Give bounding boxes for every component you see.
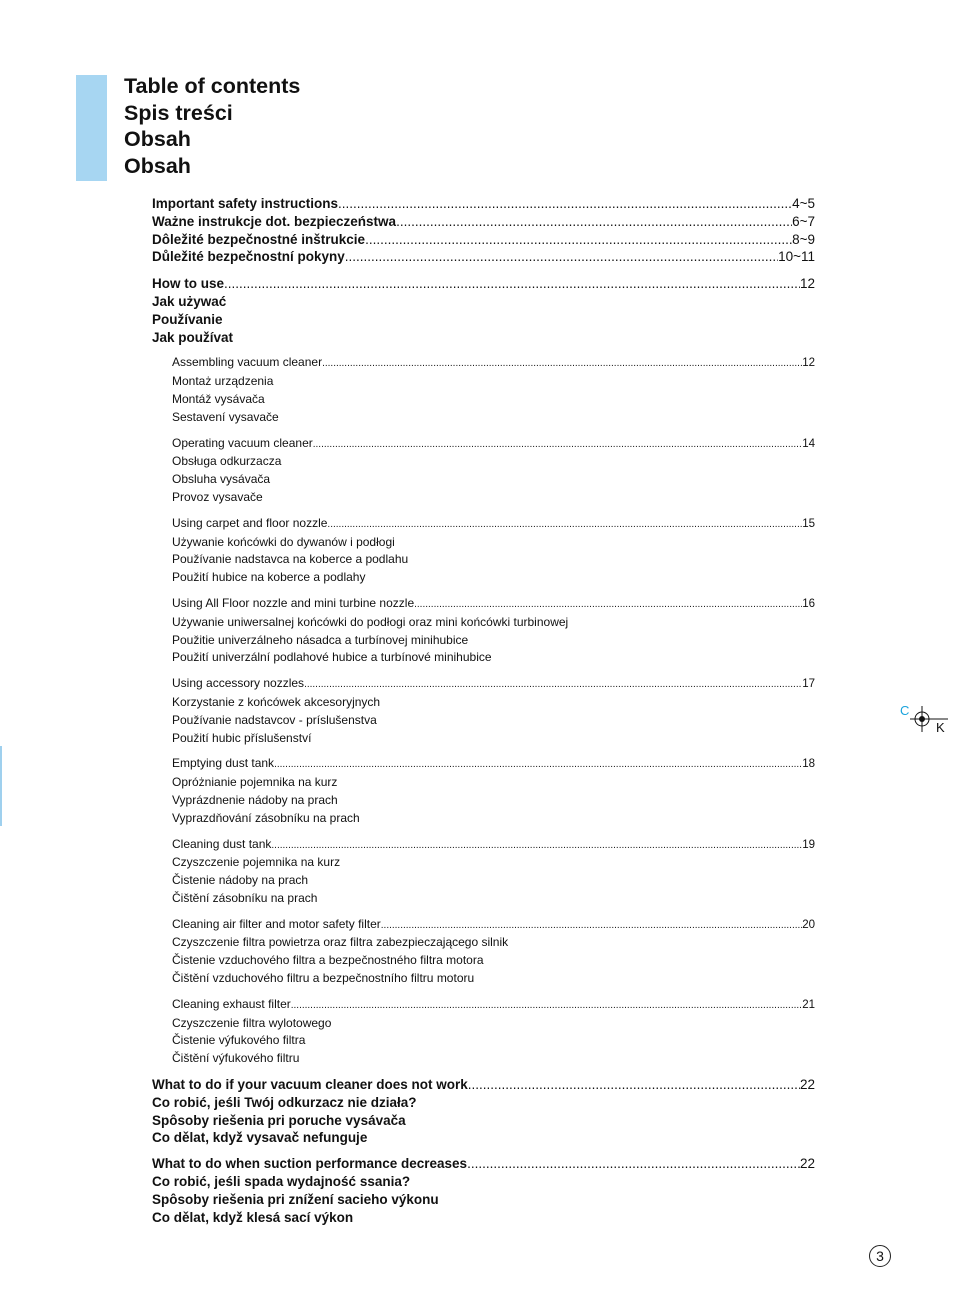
trouble-not-work-section bbox=[152, 1076, 815, 1147]
toc-translation: Jak používat bbox=[152, 329, 234, 345]
page-title bbox=[124, 73, 300, 179]
dot-leader bbox=[396, 213, 792, 231]
dot-leader bbox=[274, 756, 802, 774]
toc-translation: Používanie nadstavca na koberce a podlahu bbox=[172, 552, 409, 567]
toc-translation: Čistenie vzduchového filtra a bezpečnostného filtra motora bbox=[172, 953, 484, 968]
title-sk: Obsah bbox=[124, 127, 191, 151]
toc-page: 4~5 bbox=[792, 196, 815, 211]
dot-leader bbox=[365, 231, 792, 249]
registration-label-c: C bbox=[900, 703, 910, 718]
toc-page: 12 bbox=[799, 276, 815, 292]
subsection-cleaning-air-filter bbox=[172, 916, 815, 988]
toc-label: What to do if your vacuum cleaner does not work bbox=[152, 1077, 468, 1093]
toc-translation: Obsluha vysávača bbox=[172, 472, 271, 487]
toc-page: 14 bbox=[802, 437, 815, 450]
toc-translation: Použití hubice na koberce a podlahy bbox=[172, 570, 366, 585]
toc-label: Using All Floor nozzle and mini turbine nozzle bbox=[172, 595, 415, 610]
toc-translation: Co dělat, když vysavač nefunguje bbox=[152, 1130, 368, 1146]
toc-page: 21 bbox=[802, 998, 815, 1011]
subsection-operating bbox=[172, 435, 815, 507]
toc-page: 10~11 bbox=[778, 249, 815, 265]
subsection-cleaning-dust-tank bbox=[172, 836, 815, 908]
toc-label: Ważne instrukcje dot. bezpieczeństwa bbox=[152, 213, 397, 229]
toc-entry-operating[interactable] bbox=[172, 435, 815, 454]
toc-translation: Použitie univerzálneho násadca a turbínovej minihubice bbox=[172, 632, 469, 647]
table-of-contents bbox=[152, 195, 815, 1234]
dot-leader bbox=[304, 676, 802, 694]
toc-page: 12 bbox=[802, 357, 815, 370]
toc-entry-emptying-dust-tank[interactable] bbox=[172, 755, 815, 774]
toc-label: Emptying dust tank bbox=[172, 756, 275, 771]
toc-label: Cleaning exhaust filter bbox=[172, 996, 291, 1011]
title-pl: Spis treści bbox=[124, 100, 233, 125]
dot-leader bbox=[381, 917, 802, 935]
toc-entry-cleaning-dust-tank[interactable] bbox=[172, 836, 815, 855]
toc-translation: Čistenie výfukového filtra bbox=[172, 1033, 306, 1048]
toc-translation: Použití univerzální podlahové hubice a turbínové minihubice bbox=[172, 650, 492, 665]
toc-page: 15 bbox=[802, 517, 815, 530]
toc-entry-carpet-nozzle[interactable] bbox=[172, 515, 815, 534]
toc-translation: Co robić, jeśli Twój odkurzacz nie działa? bbox=[152, 1094, 417, 1110]
trouble-suction-section bbox=[152, 1155, 815, 1226]
accent-bar bbox=[76, 75, 107, 181]
toc-translation: Korzystanie z końcówek akcesoryjnych bbox=[172, 694, 381, 709]
subsection-all-floor-nozzle bbox=[172, 595, 815, 667]
dot-leader bbox=[414, 596, 802, 614]
toc-translation: Vyprázdnenie nádoby na prach bbox=[172, 792, 338, 807]
dot-leader bbox=[291, 997, 802, 1015]
subsection-assembling bbox=[172, 354, 815, 426]
toc-label: Důležité bezpečnostní pokyny bbox=[152, 249, 345, 265]
toc-label: Using carpet and floor nozzle bbox=[172, 515, 328, 530]
toc-label: Dôležité bezpečnostné inštrukcie bbox=[152, 231, 366, 247]
toc-page: 8~9 bbox=[792, 231, 815, 247]
toc-entry-safety-pl[interactable] bbox=[152, 213, 815, 231]
toc-translation: Spôsoby riešenia pri znížení sacieho výkonu bbox=[152, 1191, 439, 1207]
toc-translation: Spôsoby riešenia pri poruche vysávača bbox=[152, 1112, 406, 1128]
toc-label: What to do when suction performance decreases bbox=[152, 1156, 468, 1172]
subsection-cleaning-exhaust-filter bbox=[172, 996, 815, 1068]
dot-leader bbox=[271, 837, 802, 855]
toc-label: Cleaning dust tank bbox=[172, 836, 272, 851]
toc-translation: Vyprazdňování zásobníku na prach bbox=[172, 810, 360, 825]
toc-translation: Provoz vysavače bbox=[172, 489, 263, 504]
toc-translation: Co robić, jeśli spada wydajność ssania? bbox=[152, 1174, 411, 1190]
toc-translation: Używanie uniwersalnej końcówki do podłogi oraz mini końcówki turbinowej bbox=[172, 614, 569, 629]
toc-entry-cleaning-exhaust-filter[interactable] bbox=[172, 996, 815, 1015]
dot-leader bbox=[322, 355, 802, 373]
toc-translation: Používanie bbox=[152, 311, 223, 327]
toc-page: 17 bbox=[802, 678, 815, 691]
left-edge-mark bbox=[0, 746, 2, 826]
toc-entry-cleaning-air-filter[interactable] bbox=[172, 916, 815, 935]
subsection-accessory-nozzles bbox=[172, 675, 815, 747]
toc-translation: Czyszczenie filtra powietrza oraz filtra zabezpieczającego silnik bbox=[172, 935, 509, 950]
toc-translation: Čištění výfukového filtru bbox=[172, 1051, 300, 1066]
dot-leader bbox=[313, 436, 802, 454]
toc-translation: Čistenie nádoby na prach bbox=[172, 873, 309, 888]
title-en: Table of contents bbox=[124, 74, 301, 98]
toc-translation: Co dělat, když klesá sací výkon bbox=[152, 1209, 354, 1225]
toc-entry-all-floor-nozzle[interactable] bbox=[172, 595, 815, 614]
toc-translation: Czyszczenie pojemnika na kurz bbox=[172, 855, 341, 870]
how-to-use-section bbox=[152, 275, 815, 346]
toc-translation: Obsługa odkurzacza bbox=[172, 454, 282, 469]
toc-label: Assembling vacuum cleaner bbox=[172, 355, 323, 370]
subsection-carpet-nozzle bbox=[172, 515, 815, 587]
toc-translation: Montáž vysávača bbox=[172, 391, 265, 406]
registration-label-k: K bbox=[936, 720, 945, 735]
toc-translation: Čištění vzduchového filtru a bezpečnostního filtru motoru bbox=[172, 971, 475, 986]
toc-page: 20 bbox=[802, 918, 815, 931]
toc-label: Cleaning air filter and motor safety filter bbox=[172, 916, 381, 931]
toc-entry-assembling[interactable] bbox=[172, 354, 815, 373]
toc-translation: Čištění zásobníku na prach bbox=[172, 890, 318, 905]
toc-entry-safety-sk[interactable] bbox=[152, 231, 815, 249]
toc-translation: Sestavení vysavače bbox=[172, 409, 279, 424]
dot-leader bbox=[468, 1076, 800, 1094]
toc-entry-safety-cz[interactable] bbox=[152, 248, 815, 266]
toc-translation: Czyszczenie filtra wylotowego bbox=[172, 1015, 332, 1030]
dot-leader bbox=[327, 516, 802, 534]
toc-entry-not-work[interactable] bbox=[152, 1076, 815, 1094]
toc-entry-safety-en[interactable] bbox=[152, 195, 815, 213]
toc-entry-suction-decreases[interactable] bbox=[152, 1155, 815, 1173]
toc-page: 22 bbox=[799, 1077, 815, 1093]
dot-leader bbox=[345, 248, 778, 266]
dot-leader bbox=[224, 275, 800, 293]
toc-translation: Montaż urządzenia bbox=[172, 374, 274, 389]
subsection-emptying-dust-tank bbox=[172, 755, 815, 827]
toc-translation: Používanie nadstavcov - príslušenstva bbox=[172, 712, 377, 727]
dot-leader bbox=[338, 195, 792, 213]
toc-entry-accessory-nozzles[interactable] bbox=[172, 675, 815, 694]
toc-translation: Używanie końcówki do dywanów i podłogi bbox=[172, 534, 395, 549]
toc-label: Using accessory nozzles bbox=[172, 676, 305, 691]
toc-translation: Použití hubic příslušenství bbox=[172, 730, 312, 745]
toc-page: 19 bbox=[802, 838, 815, 851]
toc-label: Operating vacuum cleaner bbox=[172, 435, 313, 450]
toc-translation: Opróżnianie pojemnika na kurz bbox=[172, 775, 338, 790]
toc-page: 22 bbox=[799, 1156, 815, 1172]
toc-page: 16 bbox=[802, 597, 815, 610]
page-number: 3 bbox=[869, 1245, 891, 1267]
toc-page: 6~7 bbox=[792, 213, 815, 229]
toc-entry-how-to-use[interactable] bbox=[152, 275, 815, 293]
toc-label: How to use bbox=[152, 276, 225, 292]
toc-page: 18 bbox=[802, 758, 815, 771]
toc-translation: Jak używać bbox=[152, 293, 227, 309]
title-cz: Obsah bbox=[124, 153, 191, 178]
toc-label: Important safety instructions bbox=[152, 196, 339, 211]
dot-leader bbox=[467, 1155, 800, 1173]
safety-section bbox=[152, 195, 815, 266]
